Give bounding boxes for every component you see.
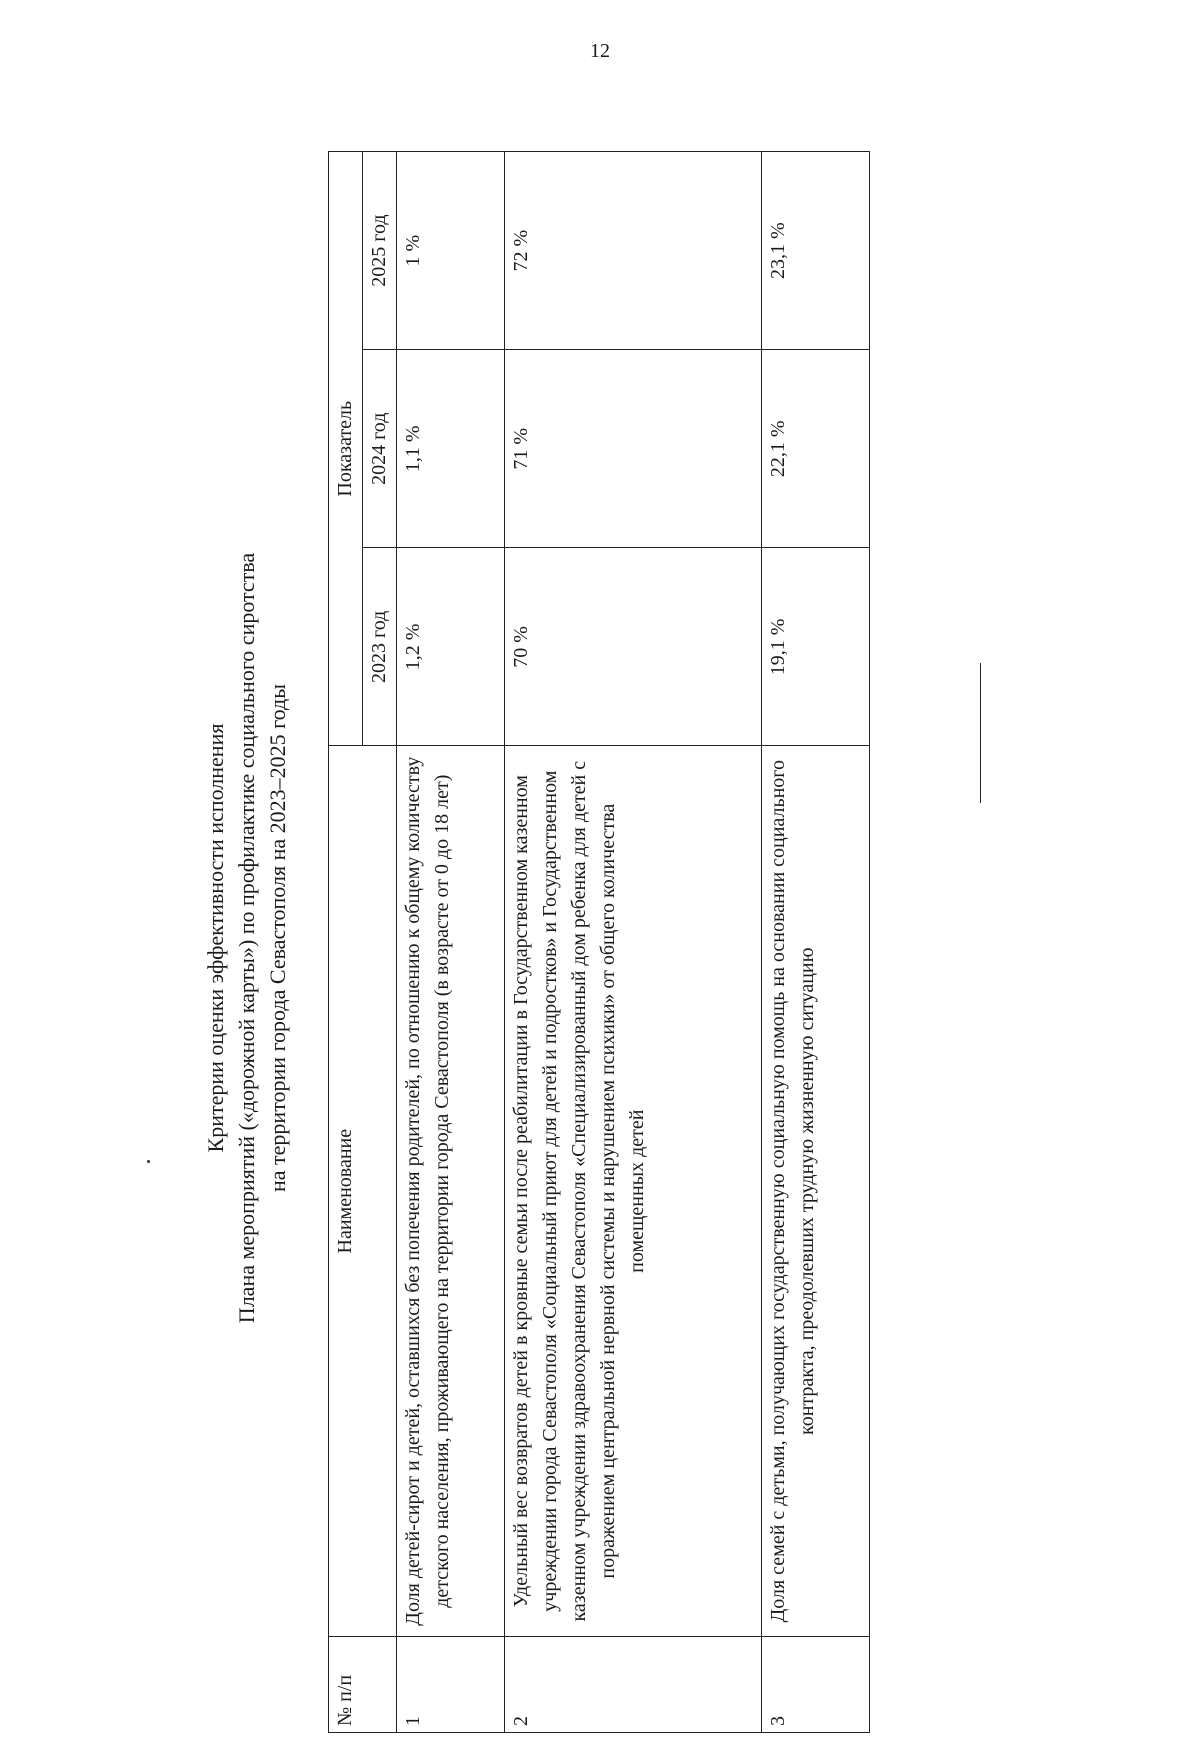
page-number: 12 [590,40,610,62]
row-name: Удельный вес возвратов детей в кровные семьи после реабилитации в Государственном казенном учреждении города Севастополя «Социальный приют для детей и подростков» и Государственном казенном учреждении здравоохранения Севастополя «Специализированный дом ребенка для детей с поражением центральной нервной системы и нарушением психики» от общего количества помещенных детей [504,746,761,1637]
row-number: 2 [504,1636,761,1732]
header-year: 2024 год [363,350,397,548]
document-title [200,113,293,1763]
header-year: 2025 год [363,152,397,350]
table-row [397,152,505,1733]
title-line: на территории города Севастополя на 2023–2025 годы [265,684,290,1192]
row-name: Доля семей с детьми, получающих государственную социальную помощь на основании социального контракта, преодолевших трудную жизненную ситуацию [762,746,870,1637]
table-row [504,152,761,1733]
row-value: 23,1 % [762,152,870,350]
row-number: 3 [762,1636,870,1732]
end-divider-line [980,663,981,803]
row-value: 71 % [504,350,761,548]
row-value: 22,1 % [762,350,870,548]
row-value: 1,1 % [397,350,505,548]
header-name: Наименование [329,746,397,1637]
table-row [762,152,870,1733]
row-number: 1 [397,1636,505,1732]
row-value: 72 % [504,152,761,350]
criteria-table [328,151,870,1733]
row-value: 1,2 % [397,548,505,746]
header-year: 2023 год [363,548,397,746]
title-line: Критерии оценки эффективности исполнения [203,723,228,1153]
header-number: № п/п [329,1636,397,1732]
title-line: Плана мероприятий («дорожной карты») по профилактике социального сиротства [234,552,259,1324]
row-value: 19,1 % [762,548,870,746]
scan-speck [147,1160,150,1163]
header-indicator: Показатель [329,152,363,746]
rotated-content [200,113,1100,1763]
row-value: 70 % [504,548,761,746]
table-header-row [329,152,363,1733]
row-name: Доля детей-сирот и детей, оставшихся без попечения родителей, по отношению к общему количеству детского населения, проживающего на территории города Севастополя (в возрасте от 0 до 18 лет) [397,746,505,1637]
row-value: 1 % [397,152,505,350]
